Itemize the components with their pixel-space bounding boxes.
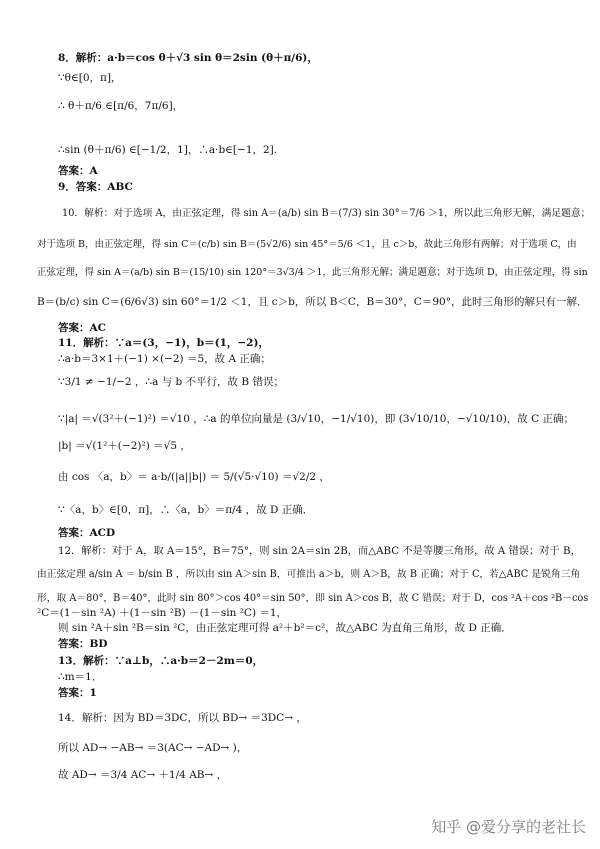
q11-answer: 答案：ACD <box>58 527 116 539</box>
q11-analysis-line5: |b| ＝√(1²＋(−2)²) ＝√5 ， <box>58 440 191 452</box>
q11-analysis-line2: ∴a·b＝3×1＋(−1) ×(−2) ＝5，故 A 正确； <box>58 353 271 365</box>
q10-analysis-line2: 对于选项 B，由正弦定理，得 sin C＝(c/b) sin B＝(5√2/6) sin 45°＝5/6 ＜1，且 c＞b，故此三角形有两解；对于选项 C，由 <box>37 239 577 250</box>
q11-analysis-line6: 由 cos 〈a，b〉＝ a·b/(|a||b|) ＝ 5/(√5·√10) ＝√2/2 ， <box>58 471 330 483</box>
q8-analysis-line1: 8．解析：a·b＝cos θ＋√3 sin θ＝2sin (θ＋π/6)， <box>58 52 318 64</box>
q12-analysis-line5: 则 sin ²A＋sin ²B＝sin ²C，由正弦定理可得 a²＋b²＝c²，故△ABC 为直角三角形，故 D 正确． <box>58 622 512 634</box>
q10-analysis-line1: 10．解析：对于选项 A，由正弦定理，得 sin A＝(a/b) sin B＝(7/3) sin 30°＝7/6 ＞1，所以此三角形无解，满足题意； <box>62 208 591 219</box>
q11-analysis-line7: ∵〈a，b〉∈[0，π]，∴〈a，b〉＝π/4 ，故 D 正确． <box>58 504 314 516</box>
q10-analysis-line4: B＝(b/c) sin C＝(6/6√3) sin 60°＝1/2 ＜1，且 c＞b，所以 B＜C，B＝30°，C＝90°，此时三角形的解只有一解． <box>37 296 588 308</box>
q12-analysis-line1: 12．解析：对于 A，取 A＝15°，B＝75°，则 sin 2A＝sin 2B，而△ABC 不是等腰三角形，故 A 错误；对于 B， <box>58 545 581 557</box>
q11-analysis-line3: ∵3/1 ≠ −1/−2 ，∴a 与 b 不平行，故 B 错误； <box>58 376 284 388</box>
q11-analysis-line1: 11．解析：∵a＝(3，−1)，b＝(1，−2)， <box>58 337 269 349</box>
q8-analysis-line4: ∴sin (θ＋π/6) ∈[−1/2，1]，∴a·b∈[−1，2]. <box>58 144 278 156</box>
q12-analysis-line2: 由正弦定理 a/sin A ＝ b/sin B ，所以由 sin A＞sin B，可推出 a＞b，则 A＞B，故 B 正确；对于 C，若△ABC 是锐角三角 <box>37 569 581 580</box>
q12-analysis-line3: 形，取 A＝80°，B＝40°，此时 sin 80°＞cos 40°＝sin 50°，即 sin A＞cos B，故 C 错误；对于 D，cos ²A＋cos ²B－cos <box>37 593 589 604</box>
q11-analysis-line4: ∵|a| ＝√(3²＋(−1)²) ＝√10 ，∴a 的单位向量是 (3/√10，−1/√10)，即 (3√10/10，−√10/10)，故 C 正确； <box>58 413 574 425</box>
q10-analysis-line3: 正弦定理，得 sin A＝(a/b) sin B＝(15/10) sin 120°＝3√3/4 ＞1，此三角形无解；满足题意；对于选项 D，由正弦定理，得 sin <box>37 267 588 278</box>
q13-answer: 答案：1 <box>58 687 97 699</box>
watermark-text: 知乎 @爱分享的老社长 <box>431 818 586 836</box>
q8-answer: 答案：A <box>58 165 98 177</box>
q9-answer: 9．答案：ABC <box>58 181 133 193</box>
q13-analysis-line1: 13．解析：∵a⊥b，∴a·b＝2－2m＝0， <box>58 655 264 667</box>
q10-answer: 答案：AC <box>58 322 107 334</box>
q8-analysis-line2: ∵θ∈[0，π]， <box>58 72 122 84</box>
q13-analysis-line2: ∴m＝1． <box>58 671 103 683</box>
q12-analysis-line4: ²C＝(1－sin ²A) ＋(1－sin ²B) －(1－sin ²C) ＝1， <box>37 607 288 619</box>
q14-analysis-line3: 故 AD→ ＝3/4 AC→ ＋1/4 AB→ ， <box>58 769 228 781</box>
q14-analysis-line1: 14．解析：因为 BD＝3DC，所以 BD→ ＝3DC→ ， <box>58 712 307 724</box>
q12-answer: 答案：BD <box>58 638 108 650</box>
q14-analysis-line2: 所以 AD→ −AB→ ＝3(AC→ −AD→ )， <box>58 742 248 754</box>
q8-analysis-line3: ∴ θ＋π/6 ∈[π/6，7π/6]， <box>58 100 184 112</box>
